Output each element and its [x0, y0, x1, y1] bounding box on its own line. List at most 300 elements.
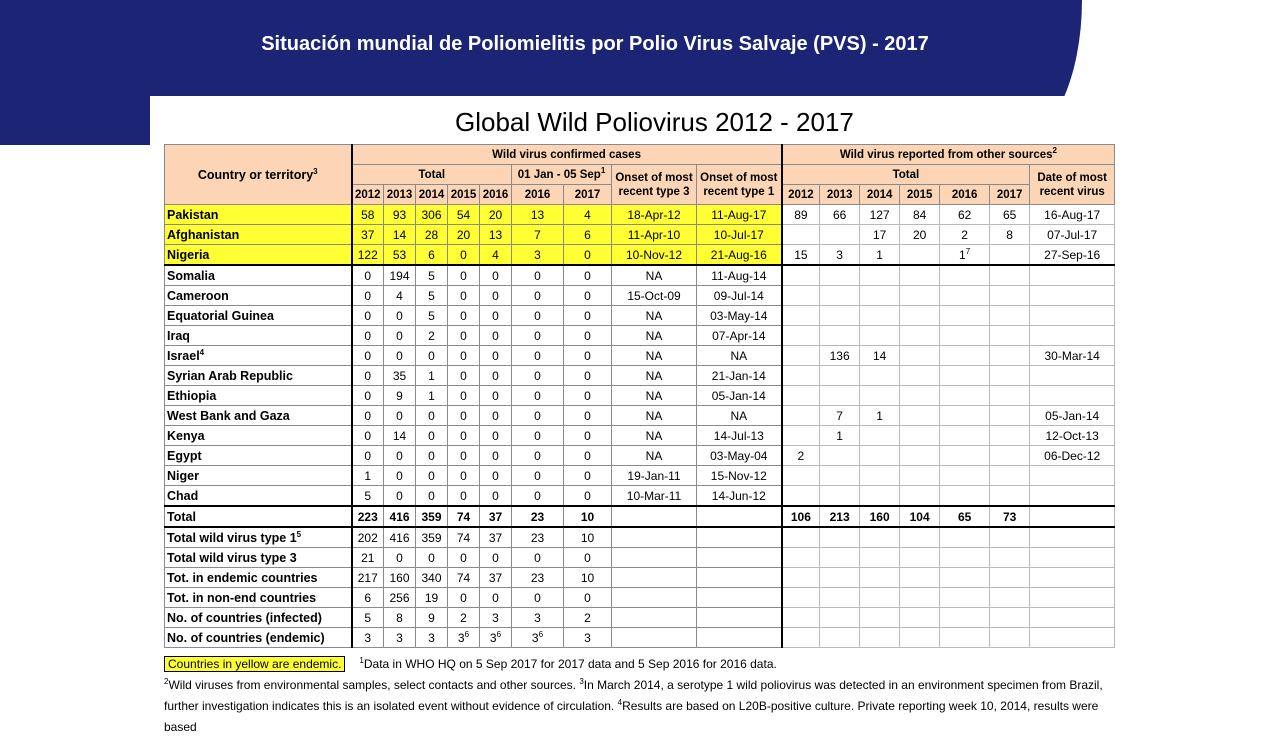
- other-source-cell: [990, 306, 1030, 326]
- case-cell: 10-Mar-11: [612, 486, 697, 507]
- blank-cell: [612, 527, 697, 548]
- other-source-cell: [990, 366, 1030, 386]
- case-cell: 13: [512, 205, 564, 225]
- other-source-cell: [782, 326, 820, 346]
- case-cell: 20: [480, 205, 512, 225]
- case-cell: NA: [612, 306, 697, 326]
- summary-cell: 3: [480, 608, 512, 628]
- case-cell: 5: [416, 286, 448, 306]
- blank-cell: [900, 527, 940, 548]
- summary-cell: $3^6$: [480, 628, 512, 648]
- blank-cell: [782, 588, 820, 608]
- other-source-cell: [990, 386, 1030, 406]
- total-header: Total: [352, 165, 512, 185]
- blank-cell: [940, 527, 990, 548]
- summary-cell: 2: [564, 608, 612, 628]
- other-source-cell: [940, 406, 990, 426]
- case-cell: 35: [384, 366, 416, 386]
- table-row: [165, 406, 1115, 426]
- summary-label: No. of countries (endemic): [165, 628, 352, 648]
- case-cell: 0: [384, 486, 416, 507]
- country-name: Syrian Arab Republic: [165, 366, 352, 386]
- country-name: Nigeria: [165, 245, 352, 266]
- table-row: [165, 486, 1115, 507]
- summary-row: [165, 588, 1115, 608]
- blank-cell: [697, 588, 782, 608]
- blank-cell: [1030, 548, 1115, 568]
- year-header-2015: 2015: [448, 185, 480, 205]
- case-cell: 10-Nov-12: [612, 245, 697, 266]
- summary-cell: 8: [384, 608, 416, 628]
- case-cell: 0: [480, 486, 512, 507]
- other-source-cell: [940, 466, 990, 486]
- case-cell: 10-Jul-17: [697, 225, 782, 245]
- case-cell: 0: [480, 466, 512, 486]
- endemic-note: Countries in yellow are endemic.: [164, 656, 345, 672]
- summary-cell: 10: [564, 527, 612, 548]
- case-cell: 20: [448, 225, 480, 245]
- total-cell: 10: [564, 506, 612, 527]
- case-cell: 18-Apr-12: [612, 205, 697, 225]
- country-name: Equatorial Guinea: [165, 306, 352, 326]
- period-year-header-2017: 2017: [564, 185, 612, 205]
- summary-cell: 340: [416, 568, 448, 588]
- summary-cell: 5: [352, 608, 384, 628]
- other-source-cell: [860, 286, 900, 306]
- case-cell: 0: [448, 486, 480, 507]
- summary-cell: 0: [564, 588, 612, 608]
- case-cell: 37: [352, 225, 384, 245]
- blank-cell: [1030, 628, 1115, 648]
- case-cell: 0: [352, 265, 384, 286]
- summary-cell: 9: [416, 608, 448, 628]
- blank-cell: [820, 527, 860, 548]
- other-source-cell: [940, 426, 990, 446]
- other-source-cell: [900, 426, 940, 446]
- other-year-header-2016: 2016: [940, 185, 990, 205]
- other-year-header-2012: 2012: [782, 185, 820, 205]
- other-source-cell: [782, 466, 820, 486]
- case-cell: 0: [416, 406, 448, 426]
- other-source-cell: [782, 386, 820, 406]
- total-other-cell: 65: [940, 506, 990, 527]
- blank-cell: [820, 548, 860, 568]
- case-cell: 0: [564, 265, 612, 286]
- case-cell: 14: [384, 426, 416, 446]
- summary-cell: $3^6$: [512, 628, 564, 648]
- other-source-cell: [782, 486, 820, 507]
- summary-cell: 0: [512, 548, 564, 568]
- case-cell: 15-Oct-09: [612, 286, 697, 306]
- case-cell: 0: [512, 426, 564, 446]
- case-cell: 5: [416, 306, 448, 326]
- summary-cell: 256: [384, 588, 416, 608]
- other-source-cell: [900, 265, 940, 286]
- case-cell: 21-Jan-14: [697, 366, 782, 386]
- other-source-cell: [990, 446, 1030, 466]
- other-source-cell: [860, 446, 900, 466]
- other-source-cell: $1^7$: [940, 245, 990, 266]
- case-cell: 0: [416, 446, 448, 466]
- case-cell: 0: [564, 446, 612, 466]
- blank-cell: [782, 548, 820, 568]
- summary-cell: 0: [564, 548, 612, 568]
- table-row: [165, 386, 1115, 406]
- blank-cell: [900, 608, 940, 628]
- summary-row: [165, 628, 1115, 648]
- blank-cell: [820, 608, 860, 628]
- other-source-cell: 84: [900, 205, 940, 225]
- case-cell: 1: [352, 466, 384, 486]
- case-cell: 0: [448, 346, 480, 366]
- case-cell: 2: [416, 326, 448, 346]
- case-cell: 0: [352, 286, 384, 306]
- country-name: Cameroon: [165, 286, 352, 306]
- summary-cell: 416: [384, 527, 416, 548]
- other-source-cell: 136: [820, 346, 860, 366]
- case-cell: 14-Jul-13: [697, 426, 782, 446]
- case-cell: 0: [512, 265, 564, 286]
- summary-label: Tot. in endemic countries: [165, 568, 352, 588]
- case-cell: NA: [612, 426, 697, 446]
- summary-cell: 359: [416, 527, 448, 548]
- other-source-cell: 3: [820, 245, 860, 266]
- summary-cell: 3: [512, 608, 564, 628]
- case-cell: 03-May-14: [697, 306, 782, 326]
- other-source-cell: [990, 326, 1030, 346]
- blank-cell: [820, 628, 860, 648]
- case-cell: 1: [416, 386, 448, 406]
- summary-cell: 0: [512, 588, 564, 608]
- case-cell: 0: [352, 446, 384, 466]
- summary-label: Tot. in non-end countries: [165, 588, 352, 608]
- other-source-cell: 8: [990, 225, 1030, 245]
- other-source-cell: [900, 366, 940, 386]
- case-cell: 0: [416, 426, 448, 446]
- blank-cell: [697, 608, 782, 628]
- other-source-cell: [820, 446, 860, 466]
- country-name: Iraq: [165, 326, 352, 346]
- blank-cell: [940, 608, 990, 628]
- other-source-cell: [990, 486, 1030, 507]
- case-cell: NA: [612, 386, 697, 406]
- period-header: 01 Jan - 05 Sep$^1$: [512, 165, 612, 185]
- other-source-cell: 16-Aug-17: [1030, 205, 1115, 225]
- summary-label: Total wild virus type $1^5$: [165, 527, 352, 548]
- other-source-cell: 15: [782, 245, 820, 266]
- summary-cell: 160: [384, 568, 416, 588]
- case-cell: 4: [384, 286, 416, 306]
- country-name: Kenya: [165, 426, 352, 446]
- blank-cell: [612, 568, 697, 588]
- other-year-header-2015: 2015: [900, 185, 940, 205]
- other-source-cell: [860, 386, 900, 406]
- case-cell: 0: [480, 306, 512, 326]
- case-cell: 0: [564, 466, 612, 486]
- other-source-cell: 12-Oct-13: [1030, 426, 1115, 446]
- blank-cell: [697, 568, 782, 588]
- blank-cell: [940, 628, 990, 648]
- blank-cell: [697, 628, 782, 648]
- blank-cell: [990, 548, 1030, 568]
- case-cell: 0: [352, 386, 384, 406]
- case-cell: 93: [384, 205, 416, 225]
- case-cell: NA: [612, 326, 697, 346]
- other-source-cell: [940, 326, 990, 346]
- other-source-cell: [940, 346, 990, 366]
- other-source-cell: [1030, 466, 1115, 486]
- case-cell: 0: [352, 306, 384, 326]
- case-cell: 0: [448, 245, 480, 266]
- other-source-cell: [782, 306, 820, 326]
- case-cell: 194: [384, 265, 416, 286]
- other-source-cell: 1: [820, 426, 860, 446]
- other-source-cell: [820, 225, 860, 245]
- case-cell: 5: [416, 265, 448, 286]
- year-header-2014: 2014: [416, 185, 448, 205]
- summary-cell: 3: [416, 628, 448, 648]
- blank-cell: [1030, 588, 1115, 608]
- case-cell: 0: [564, 486, 612, 507]
- summary-cell: 3: [352, 628, 384, 648]
- other-source-cell: [860, 326, 900, 346]
- table-row: [165, 446, 1115, 466]
- case-cell: 58: [352, 205, 384, 225]
- blank-cell: [860, 588, 900, 608]
- summary-cell: 23: [512, 527, 564, 548]
- other-year-header-2017: 2017: [990, 185, 1030, 205]
- footnote-4: Results are based on L20B-positive culture. Private reporting week 10, 2014, results were based: [164, 699, 1099, 734]
- total-other-cell: [1030, 506, 1115, 527]
- case-cell: 7: [512, 225, 564, 245]
- case-cell: 1: [416, 366, 448, 386]
- case-cell: 03-May-04: [697, 446, 782, 466]
- other-source-cell: [900, 326, 940, 346]
- case-cell: 0: [512, 386, 564, 406]
- other-source-cell: [820, 306, 860, 326]
- total-cell: 37: [480, 506, 512, 527]
- table-row: [165, 426, 1115, 446]
- other-source-cell: [900, 466, 940, 486]
- blank-cell: [940, 548, 990, 568]
- footnote-line-1: Countries in yellow are endemic. $^1$Data in WHO HQ on 5 Sep 2017 for 2017 data and 5 Sep 2016 for 2016 data.: [164, 654, 1115, 675]
- summary-cell: $3^6$: [448, 628, 480, 648]
- case-cell: NA: [697, 406, 782, 426]
- summary-cell: 0: [384, 548, 416, 568]
- other-source-cell: 30-Mar-14: [1030, 346, 1115, 366]
- other-source-cell: 2: [782, 446, 820, 466]
- footnote-line-2: $^2$Wild viruses from environmental samples, select contacts and other sources. $^3$In March 2014, a serotype 1 wild poliovirus was detected in an environment specimen from Brazil,: [164, 677, 1103, 692]
- other-source-cell: 7: [820, 406, 860, 426]
- other-year-header-2013: 2013: [820, 185, 860, 205]
- case-cell: 09-Jul-14: [697, 286, 782, 306]
- case-cell: 4: [480, 245, 512, 266]
- blank-cell: [782, 568, 820, 588]
- other-source-cell: [860, 366, 900, 386]
- other-source-cell: [782, 286, 820, 306]
- other-source-cell: 65: [990, 205, 1030, 225]
- case-cell: 15-Nov-12: [697, 466, 782, 486]
- country-header: Country or territory$^3$: [165, 145, 352, 205]
- case-cell: 0: [564, 426, 612, 446]
- summary-cell: 0: [416, 548, 448, 568]
- confirmed-header: Wild virus confirmed cases: [352, 145, 782, 165]
- other-source-cell: [782, 426, 820, 446]
- country-name: Somalia: [165, 265, 352, 286]
- other-source-cell: [940, 265, 990, 286]
- case-cell: 0: [480, 386, 512, 406]
- other-source-cell: [860, 306, 900, 326]
- other-source-cell: [900, 486, 940, 507]
- case-cell: 11-Aug-17: [697, 205, 782, 225]
- table-row: [165, 205, 1115, 225]
- summary-cell: 21: [352, 548, 384, 568]
- other-total-header: Total: [782, 165, 1030, 185]
- blank-cell: [697, 527, 782, 548]
- case-cell: 0: [512, 406, 564, 426]
- year-header-2013: 2013: [384, 185, 416, 205]
- header-row-1: [165, 145, 1115, 165]
- blank-cell: [900, 588, 940, 608]
- blank-cell: [990, 608, 1030, 628]
- country-name: Egypt: [165, 446, 352, 466]
- case-cell: NA: [612, 446, 697, 466]
- total-other-cell: 213: [820, 506, 860, 527]
- other-source-cell: [900, 286, 940, 306]
- onset-type1-header: Onset of most recent type 1: [697, 165, 782, 205]
- case-cell: 0: [448, 426, 480, 446]
- other-source-cell: [1030, 326, 1115, 346]
- case-cell: 0: [564, 306, 612, 326]
- other-source-cell: [860, 486, 900, 507]
- case-cell: 3: [512, 245, 564, 266]
- other-source-cell: [990, 406, 1030, 426]
- other-source-cell: [782, 225, 820, 245]
- footnote-3: In March 2014, a serotype 1 wild poliovirus was detected in an environment specimen from Brazil,: [583, 678, 1103, 692]
- year-header-2016: 2016: [480, 185, 512, 205]
- other-source-cell: [820, 366, 860, 386]
- other-source-cell: [940, 386, 990, 406]
- case-cell: 0: [564, 286, 612, 306]
- case-cell: NA: [612, 406, 697, 426]
- other-source-cell: [782, 265, 820, 286]
- period-year-header-2016: 2016: [512, 185, 564, 205]
- case-cell: 122: [352, 245, 384, 266]
- table-row: [165, 326, 1115, 346]
- case-cell: 0: [512, 326, 564, 346]
- case-cell: 11-Apr-10: [612, 225, 697, 245]
- other-source-cell: 66: [820, 205, 860, 225]
- case-cell: 0: [480, 446, 512, 466]
- case-cell: 14: [384, 225, 416, 245]
- case-cell: 0: [448, 386, 480, 406]
- blank-cell: [940, 568, 990, 588]
- other-source-cell: [1030, 486, 1115, 507]
- country-name: Niger: [165, 466, 352, 486]
- case-cell: 0: [384, 466, 416, 486]
- polio-table: [164, 144, 1115, 648]
- blank-cell: [860, 568, 900, 588]
- blank-cell: [697, 548, 782, 568]
- case-cell: 0: [564, 406, 612, 426]
- footnote-1: Data in WHO HQ on 5 Sep 2017 for 2017 data and 5 Sep 2016 for 2016 data.: [363, 657, 777, 671]
- case-cell: 0: [512, 486, 564, 507]
- other-source-cell: [782, 366, 820, 386]
- country-name: Afghanistan: [165, 225, 352, 245]
- case-cell: 0: [384, 326, 416, 346]
- case-cell: 0: [564, 386, 612, 406]
- case-cell: 05-Jan-14: [697, 386, 782, 406]
- blank-cell: [612, 588, 697, 608]
- case-cell: 0: [480, 265, 512, 286]
- other-source-cell: 17: [860, 225, 900, 245]
- case-cell: 0: [448, 265, 480, 286]
- summary-cell: 3: [384, 628, 416, 648]
- blank-cell: [900, 568, 940, 588]
- summary-cell: 3: [564, 628, 612, 648]
- table-title: Global Wild Poliovirus 2012 - 2017: [455, 107, 854, 137]
- summary-row: [165, 568, 1115, 588]
- country-name: Chad: [165, 486, 352, 507]
- case-cell: 0: [512, 466, 564, 486]
- total-cell: 223: [352, 506, 384, 527]
- total-cell: 416: [384, 506, 416, 527]
- other-source-cell: 62: [940, 205, 990, 225]
- summary-row: [165, 527, 1115, 548]
- other-source-cell: 07-Jul-17: [1030, 225, 1115, 245]
- total-row: [165, 506, 1115, 527]
- blank-cell: [860, 628, 900, 648]
- case-cell: 0: [564, 366, 612, 386]
- country-name: Israel$^4$: [165, 346, 352, 366]
- case-cell: 0: [416, 466, 448, 486]
- table-row: [165, 225, 1115, 245]
- other-source-cell: [940, 366, 990, 386]
- case-cell: 0: [480, 426, 512, 446]
- case-cell: 0: [480, 326, 512, 346]
- case-cell: 0: [352, 326, 384, 346]
- blank-cell: [612, 628, 697, 648]
- footnote-3-cont: further investigation indicates this is an isolated event without evidence of circulation.: [164, 699, 615, 713]
- blank-cell: [860, 548, 900, 568]
- other-year-header-2014: 2014: [860, 185, 900, 205]
- case-cell: 0: [384, 346, 416, 366]
- onset-type3-header: Onset of most recent type 3: [612, 165, 697, 205]
- case-cell: 13: [480, 225, 512, 245]
- case-cell: 0: [384, 446, 416, 466]
- case-cell: 0: [564, 245, 612, 266]
- case-cell: 0: [480, 406, 512, 426]
- summary-cell: 0: [448, 548, 480, 568]
- year-header-2012: 2012: [352, 185, 384, 205]
- summary-cell: 0: [448, 588, 480, 608]
- other-source-cell: [782, 346, 820, 366]
- case-cell: 0: [512, 306, 564, 326]
- blank-cell: [782, 527, 820, 548]
- slide-title: Situación mundial de Poliomielitis por Polio Virus Salvaje (PVS) - 2017: [261, 33, 929, 55]
- case-cell: 28: [416, 225, 448, 245]
- other-source-cell: [990, 466, 1030, 486]
- blank-cell: [1030, 608, 1115, 628]
- summary-cell: 19: [416, 588, 448, 608]
- case-cell: 6: [564, 225, 612, 245]
- other-source-cell: 2: [940, 225, 990, 245]
- case-cell: 4: [564, 205, 612, 225]
- other-source-cell: 06-Dec-12: [1030, 446, 1115, 466]
- other-source-cell: [990, 426, 1030, 446]
- other-source-cell: [820, 326, 860, 346]
- case-cell: 0: [564, 346, 612, 366]
